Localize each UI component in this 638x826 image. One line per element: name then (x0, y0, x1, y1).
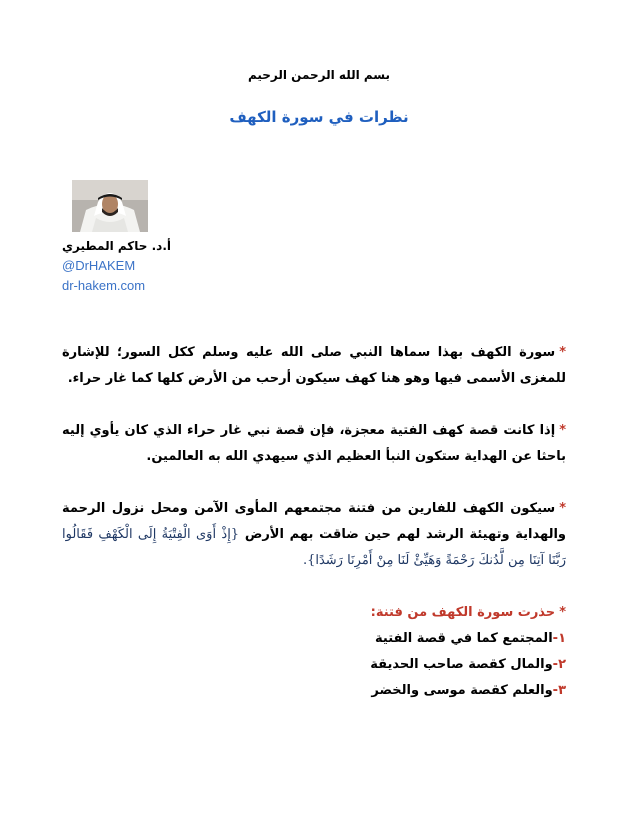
article-body (62, 340, 566, 704)
list-item (62, 678, 566, 704)
paragraph-3 (62, 496, 566, 574)
list-number: ١- (552, 631, 566, 646)
list-item-text: والعلم كقصة موسى والخضر (371, 683, 553, 698)
page-title: نظرات في سورة الكهف (229, 108, 409, 126)
paragraph-1 (62, 340, 566, 392)
paragraph-text: سورة الكهف بهذا سماها النبي صلى الله عليه وسلم ككل السور؛ للإشارة للمغزى الأسمى فيها وهو هنا كهف سيكون أرحب من الأرض كلها كما غار حراء. (62, 345, 566, 386)
paragraph-2 (62, 418, 566, 470)
paragraph-text: إذا كانت قصة كهف الفتية معجزة، فإن قصة نبي غار حراء الذي كان يأوي إليه باحثا عن الهداية ستكون النبأ العظيم الذي سيهدي الله به العالمين. (62, 423, 566, 464)
list-item (62, 652, 566, 678)
list-item (62, 626, 566, 652)
author-photo (72, 180, 148, 232)
quran-verse: {إِذْ أَوَى الْفِتْيَةُ إِلَى الْكَهْفِ فَقَالُوا رَبَّنَا آتِنَا مِن لَّدُنكَ رَحْمَةً وَهَيِّئْ لَنَا مِنْ أَمْرِنَا رَشَدًا}. (62, 527, 566, 568)
paragraph-text: سيكون الكهف للفارين من فتنة مجتمعهم المأوى الآمن ومحل نزول الرحمة والهداية وتهيئة الرشد لهم حين ضاقت بهم الأرض (62, 501, 567, 542)
basmala: بسم الله الرحمن الرحيم (247, 68, 391, 82)
bullet-star: * (559, 501, 566, 516)
bullet-star: * (559, 605, 566, 620)
bullet-star: * (559, 423, 566, 438)
section-heading-text: حذرت سورة الكهف من فتنة: (370, 605, 556, 620)
twitter-handle-link[interactable]: @DrHAKEM (62, 258, 136, 273)
section-heading (62, 600, 566, 626)
list-number: ٣- (552, 683, 566, 698)
author-portrait-image (72, 180, 148, 232)
author-name: أ.د. حاكم المطيري (62, 239, 172, 253)
website-link[interactable]: dr-hakem.com (62, 278, 146, 293)
author-block (62, 236, 182, 296)
list-number: ٢- (552, 657, 566, 672)
list-item-text: والمال كقصة صاحب الحديقة (370, 657, 553, 672)
bullet-star: * (559, 345, 566, 360)
list-item-text: المجتمع كما في قصة الفتية (375, 631, 553, 646)
